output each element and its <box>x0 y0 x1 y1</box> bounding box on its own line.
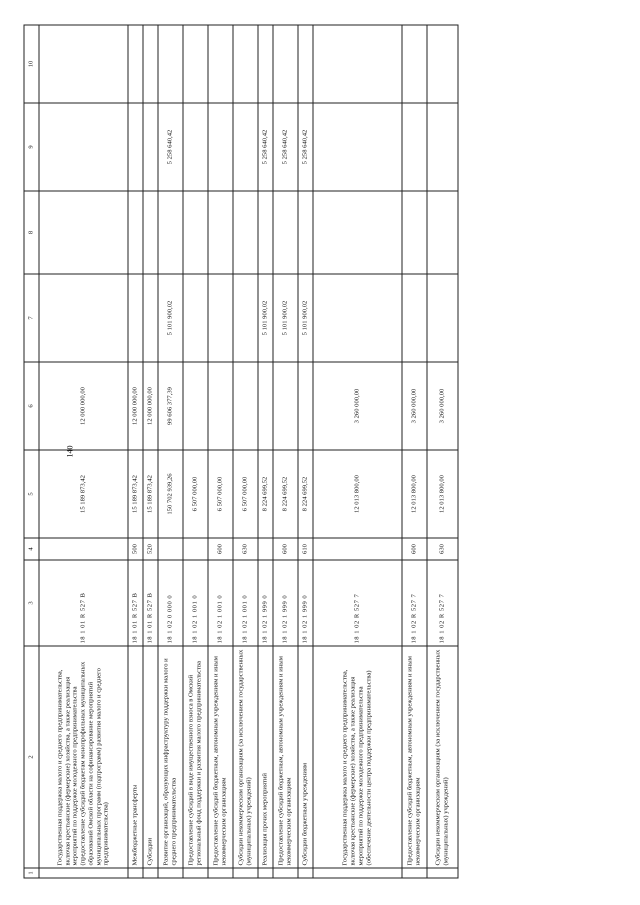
amount-col5-cell: 6 507 000,00 <box>233 450 258 538</box>
amount-col7-cell <box>313 274 402 362</box>
expense-type-code-cell: 500 <box>128 538 143 560</box>
amount-col9-cell <box>427 103 458 191</box>
amount-col8-cell <box>128 191 143 274</box>
amount-col10-cell <box>183 25 208 103</box>
program-code-cell: 18 1 02 1 001 0 <box>233 560 258 646</box>
amount-col5-cell: 15 189 873,42 <box>143 450 158 538</box>
amount-col9-cell <box>208 103 233 191</box>
amount-col7-cell <box>183 274 208 362</box>
amount-col7-cell: 5 101 900,02 <box>258 274 273 362</box>
column-header: 6 <box>24 362 39 450</box>
column-header: 4 <box>24 538 39 560</box>
amount-col5-cell: 12 013 800,00 <box>313 450 402 538</box>
amount-col7-cell: 5 101 900,02 <box>273 274 298 362</box>
item-name-cell: Субсидии <box>143 646 158 868</box>
amount-col10-cell <box>39 25 128 103</box>
amount-col10-cell <box>298 25 313 103</box>
item-name-cell: Предоставление субсидий бюджетным, автономным учреждениям и иным некоммерческим организациям <box>273 646 298 868</box>
amount-col9-cell: 5 258 640,42 <box>158 103 183 191</box>
amount-col6-cell: 99 606 377,39 <box>158 362 183 450</box>
row-number-cell <box>233 868 258 878</box>
row-number-cell <box>402 868 427 878</box>
amount-col10-cell <box>313 25 402 103</box>
column-header: 8 <box>24 191 39 274</box>
program-code-cell: 18 1 02 1 001 0 <box>183 560 208 646</box>
amount-col7-cell <box>402 274 427 362</box>
amount-col5-cell: 8 224 699,52 <box>258 450 273 538</box>
row-number-cell <box>298 868 313 878</box>
amount-col6-cell <box>273 362 298 450</box>
amount-col6-cell: 3 260 000,00 <box>427 362 458 450</box>
amount-col8-cell <box>39 191 128 274</box>
table-row <box>273 25 298 878</box>
amount-col9-cell <box>233 103 258 191</box>
item-name-cell: Субсидии некоммерческим организациям (за исключением государственных (муниципальных) учреждений) <box>427 646 458 868</box>
budget-table <box>24 25 459 879</box>
amount-col8-cell <box>208 191 233 274</box>
amount-col7-cell <box>233 274 258 362</box>
amount-col6-cell <box>233 362 258 450</box>
amount-col8-cell <box>158 191 183 274</box>
amount-col8-cell <box>427 191 458 274</box>
amount-col5-cell: 15 189 873,42 <box>39 450 128 538</box>
item-name-cell: Предоставление субсидий бюджетным, автономным учреждениям и иным некоммерческим организациям <box>208 646 233 868</box>
amount-col7-cell <box>128 274 143 362</box>
amount-col7-cell <box>427 274 458 362</box>
amount-col10-cell <box>233 25 258 103</box>
amount-col8-cell <box>273 191 298 274</box>
expense-type-code-cell: 600 <box>273 538 298 560</box>
table-header-row <box>24 25 39 878</box>
row-number-cell <box>313 868 402 878</box>
amount-col10-cell <box>258 25 273 103</box>
amount-col10-cell <box>402 25 427 103</box>
expense-type-code-cell: 630 <box>233 538 258 560</box>
expense-type-code-cell: 630 <box>427 538 458 560</box>
program-code-cell: 18 1 02 1 001 0 <box>208 560 233 646</box>
column-header: 2 <box>24 646 39 868</box>
table-row <box>427 25 458 878</box>
item-name-cell: Субсидии бюджетным учреждениям <box>298 646 313 868</box>
amount-col10-cell <box>158 25 183 103</box>
row-number-cell <box>143 868 158 878</box>
amount-col9-cell: 5 258 640,42 <box>298 103 313 191</box>
amount-col8-cell <box>298 191 313 274</box>
expense-type-code-cell <box>258 538 273 560</box>
expense-type-code-cell: 600 <box>402 538 427 560</box>
amount-col10-cell <box>273 25 298 103</box>
amount-col10-cell <box>427 25 458 103</box>
amount-col9-cell <box>183 103 208 191</box>
amount-col6-cell: 12 000 000,00 <box>128 362 143 450</box>
amount-col7-cell: 5 101 900,02 <box>158 274 183 362</box>
row-number-cell <box>427 868 458 878</box>
column-header: 9 <box>24 103 39 191</box>
column-header: 3 <box>24 560 39 646</box>
row-number-cell <box>208 868 233 878</box>
program-code-cell: 18 1 02 R 527 7 <box>402 560 427 646</box>
table-row <box>158 25 183 878</box>
amount-col10-cell <box>128 25 143 103</box>
amount-col9-cell: 5 258 640,42 <box>258 103 273 191</box>
amount-col6-cell <box>183 362 208 450</box>
item-name-cell: Реализация прочих мероприятий <box>258 646 273 868</box>
program-code-cell: 18 1 02 R 527 7 <box>427 560 458 646</box>
amount-col9-cell <box>39 103 128 191</box>
table-row <box>143 25 158 878</box>
program-code-cell: 18 1 01 R 527 B <box>143 560 158 646</box>
amount-col6-cell: 12 000 000,00 <box>39 362 128 450</box>
table-row <box>298 25 313 878</box>
program-code-cell: 18 1 02 1 999 0 <box>273 560 298 646</box>
amount-col8-cell <box>313 191 402 274</box>
amount-col7-cell <box>39 274 128 362</box>
amount-col8-cell <box>143 191 158 274</box>
expense-type-code-cell: 600 <box>208 538 233 560</box>
item-name-cell: Межбюджетные трансферты <box>128 646 143 868</box>
row-number-cell <box>183 868 208 878</box>
expense-type-code-cell <box>313 538 402 560</box>
amount-col5-cell: 150 702 939,26 <box>158 450 183 538</box>
column-header: 7 <box>24 274 39 362</box>
amount-col8-cell <box>183 191 208 274</box>
row-number-cell <box>128 868 143 878</box>
row-number-cell <box>258 868 273 878</box>
program-code-cell: 18 1 02 1 999 0 <box>258 560 273 646</box>
amount-col6-cell <box>258 362 273 450</box>
expense-type-code-cell <box>39 538 128 560</box>
table-row <box>208 25 233 878</box>
item-name-cell: Предоставление субсидий в виде имущественного взноса в Омский региональный фонд поддержки и развития малого предпринимательства <box>183 646 208 868</box>
program-code-cell: 18 1 02 R 527 7 <box>313 560 402 646</box>
amount-col9-cell: 5 258 640,42 <box>273 103 298 191</box>
amount-col10-cell <box>143 25 158 103</box>
program-code-cell: 18 1 02 1 999 0 <box>298 560 313 646</box>
amount-col8-cell <box>233 191 258 274</box>
amount-col8-cell <box>402 191 427 274</box>
amount-col6-cell <box>298 362 313 450</box>
amount-col5-cell: 12 013 800,00 <box>402 450 427 538</box>
amount-col5-cell: 15 189 873,42 <box>128 450 143 538</box>
page-number: 140 <box>65 445 75 458</box>
amount-col7-cell <box>208 274 233 362</box>
program-code-cell: 18 1 01 R 527 B <box>39 560 128 646</box>
expense-type-code-cell: 520 <box>143 538 158 560</box>
amount-col9-cell <box>313 103 402 191</box>
item-name-cell: Предоставление субсидий бюджетным, автономным учреждениям и иным некоммерческим организациям <box>402 646 427 868</box>
item-name-cell: Субсидии некоммерческим организациям (за исключением государственных (муниципальных) учреждений) <box>233 646 258 868</box>
column-header: 1 <box>24 868 39 878</box>
budget-table-page <box>24 26 617 879</box>
amount-col6-cell: 12 000 000,00 <box>143 362 158 450</box>
row-number-cell <box>158 868 183 878</box>
amount-col5-cell: 8 224 699,52 <box>298 450 313 538</box>
column-header: 10 <box>24 25 39 103</box>
table-row <box>183 25 208 878</box>
amount-col5-cell: 8 224 699,52 <box>273 450 298 538</box>
program-code-cell: 18 1 01 R 527 B <box>128 560 143 646</box>
table-row <box>313 25 402 878</box>
amount-col5-cell: 6 507 000,00 <box>183 450 208 538</box>
amount-col6-cell <box>208 362 233 450</box>
amount-col5-cell: 6 507 000,00 <box>208 450 233 538</box>
expense-type-code-cell <box>183 538 208 560</box>
amount-col7-cell <box>143 274 158 362</box>
amount-col9-cell <box>402 103 427 191</box>
table-row <box>39 25 128 878</box>
table-row <box>233 25 258 878</box>
amount-col6-cell: 3 260 000,00 <box>402 362 427 450</box>
amount-col7-cell: 5 101 900,02 <box>298 274 313 362</box>
amount-col6-cell: 3 260 000,00 <box>313 362 402 450</box>
amount-col9-cell <box>128 103 143 191</box>
table-row <box>128 25 143 878</box>
expense-type-code-cell: 610 <box>298 538 313 560</box>
expense-type-code-cell <box>158 538 183 560</box>
item-name-cell: Государственная поддержка малого и среднего предпринимательства, включая крестьянские (фермерские) хозяйства, а также реализация мероприятий по поддержке молодежного предпринимательства (обеспечение деятельности центра поддержки предпринимательства) <box>313 646 402 868</box>
amount-col8-cell <box>258 191 273 274</box>
amount-col10-cell <box>208 25 233 103</box>
program-code-cell: 18 1 02 0 000 0 <box>158 560 183 646</box>
amount-col5-cell: 12 013 800,00 <box>427 450 458 538</box>
amount-col9-cell <box>143 103 158 191</box>
column-header: 5 <box>24 450 39 538</box>
table-row <box>402 25 427 878</box>
row-number-cell <box>39 868 128 878</box>
row-number-cell <box>273 868 298 878</box>
item-name-cell: Развитие организаций, образующих инфраструктуру поддержки малого и среднего предпринимательства <box>158 646 183 868</box>
table-row <box>258 25 273 878</box>
item-name-cell: Государственная поддержка малого и среднего предпринимательства, включая крестьянские (фермерские) хозяйства, а также реализация мероприятий по поддержке молодежного предпринимательства (предоставление субсидий бюджетам монопрофильных муниципальных образований Омской области на софинансирование мероприятий муниципальных программ (подпрограмм) развития малого и среднего предпринимательства) <box>39 646 128 868</box>
